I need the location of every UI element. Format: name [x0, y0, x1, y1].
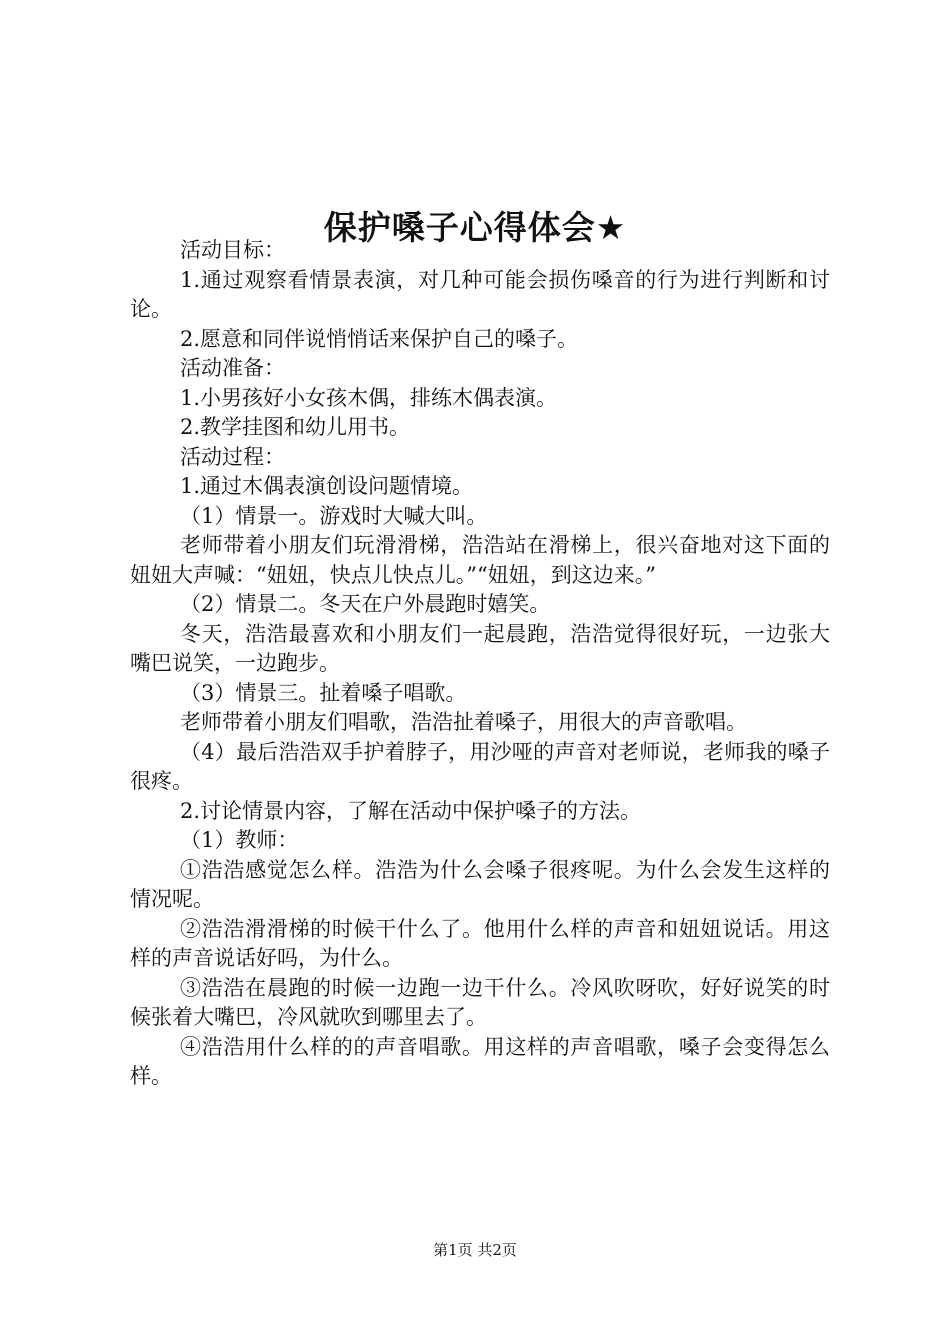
- paragraph: （4）最后浩浩双手护着脖子，用沙哑的声音对老师说，老师我的嗓子很疼。: [130, 739, 830, 793]
- paragraph: ④浩浩用什么样的的声音唱歌。用这样的声音唱歌，嗓子会变得怎么样。: [130, 1034, 830, 1088]
- paragraph: 1.通过木偶表演创设问题情境。: [180, 474, 474, 498]
- paragraph: 活动准备：: [180, 356, 285, 380]
- paragraph: 1.小男孩好小女孩木偶，排练木偶表演。: [180, 385, 558, 410]
- paragraph: （1）教师：: [180, 828, 299, 852]
- paragraph: 冬天，浩浩最喜欢和小朋友们一起晨跑，浩浩觉得很好玩，一边张大嘴巴说笑，一边跑步。: [130, 621, 830, 675]
- paragraph: 老师带着小朋友们唱歌，浩浩扯着嗓子，用很大的声音歌唱。: [180, 710, 747, 734]
- paragraph: 老师带着小朋友们玩滑滑梯，浩浩站在滑梯上，很兴奋地对这下面的妞妞大声喊：“妞妞，快点儿快点儿。”“妞妞，到这边来。”: [130, 533, 830, 587]
- paragraph: 活动过程：: [180, 444, 285, 469]
- document-title: 保护嗓子心得体会★: [323, 208, 627, 248]
- paragraph: 1.通过观察看情景表演，对几种可能会损伤嗓音的行为进行判断和讨论。: [130, 267, 830, 321]
- paragraph: 2.讨论情景内容，了解在活动中保护嗓子的方法。: [180, 798, 642, 823]
- paragraph: （3）情景三。扯着嗓子唱歌。: [180, 680, 467, 705]
- paragraph: 2.教学挂图和幼儿用书。: [180, 415, 411, 439]
- paragraph: （1）情景一。游戏时大喊大叫。: [180, 503, 488, 528]
- paragraph: （2）情景二。冬天在户外晨跑时嬉笑。: [180, 592, 551, 616]
- paragraph: ②浩浩滑滑梯的时候干什么了。他用什么样的声音和妞妞说话。用这样的声音说话好吗，为什么。: [130, 916, 830, 970]
- paragraph: 2.愿意和同伴说悄悄话来保护自己的嗓子。: [180, 326, 579, 351]
- paragraph: 活动目标：: [180, 238, 285, 262]
- paragraph: ①浩浩感觉怎么样。浩浩为什么会嗓子很疼呢。为什么会发生这样的情况呢。: [130, 857, 830, 911]
- document-body: [130, 236, 830, 1092]
- paragraph: ③浩浩在晨跑的时候一边跑一边干什么。冷风吹呀吹，好好说笑的时候张着大嘴巴，冷风就吹到哪里去了。: [130, 975, 830, 1029]
- page-footer: 第1页 共2页: [433, 1241, 517, 1259]
